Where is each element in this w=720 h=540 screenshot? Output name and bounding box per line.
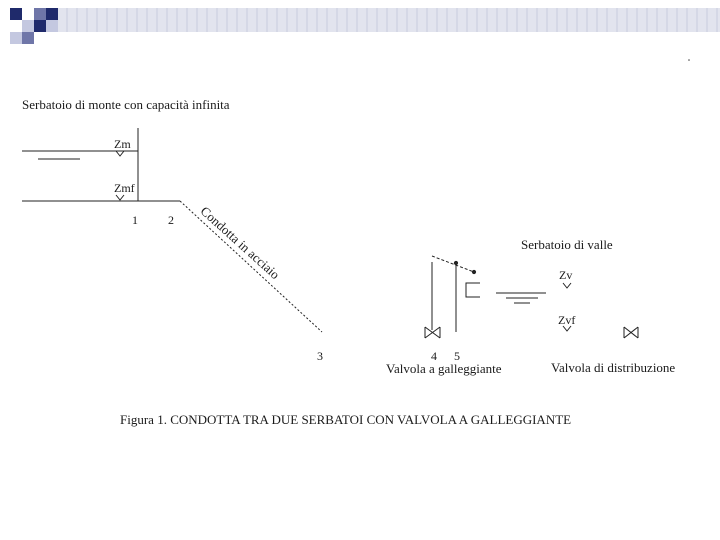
figure-caption: Figura 1. CONDOTTA TRA DUE SERBATOI CON VALVOLA A GALLEGGIANTE: [120, 412, 572, 427]
downstream-tank-label: Serbatoio di valle: [521, 237, 613, 252]
point-1-label: 1: [132, 213, 138, 227]
zv-label: Zv: [559, 268, 573, 282]
upstream-tank: [22, 128, 180, 201]
float-lever: [432, 256, 474, 272]
zm-label: Zm: [114, 137, 131, 151]
distribution-valve-symbol: [624, 327, 638, 338]
float-valve-assembly: [425, 256, 480, 338]
zm-level-marker: [116, 151, 124, 156]
steel-pipe: [180, 201, 322, 332]
zvf-label: Zvf: [558, 313, 576, 327]
zv-level-marker: [563, 283, 571, 288]
upstream-tank-label: Serbatoio di monte con capacità infinita: [22, 97, 230, 112]
float-valve-label: Valvola a galleggiante: [386, 361, 502, 376]
distribution-valve-label: Valvola di distribuzione: [551, 360, 676, 375]
point-5-label: 5: [454, 349, 460, 363]
pipe-label: Condotta in acciaio: [197, 203, 283, 283]
lever-pivot: [454, 261, 457, 264]
point-3-label: 3: [317, 349, 323, 363]
zmf-label: Zmf: [114, 181, 135, 195]
point-4-label: 4: [431, 349, 437, 363]
float-bracket: [466, 283, 480, 297]
corner-dot: [688, 59, 690, 61]
zmf-level-marker: [116, 195, 124, 200]
point-2-label: 2: [168, 213, 174, 227]
lever-end: [472, 270, 475, 273]
